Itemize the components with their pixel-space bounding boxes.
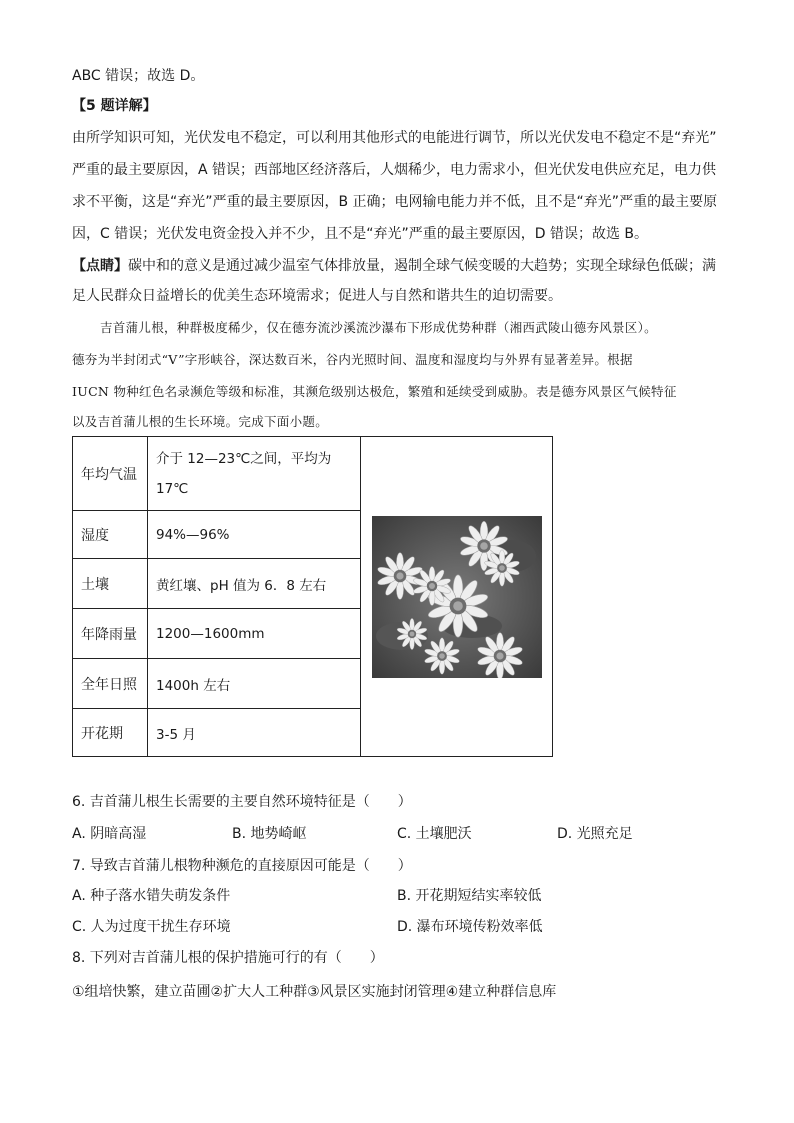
note-label: 【点睛】 xyxy=(72,258,128,274)
row-value: 1400h 左右 xyxy=(148,659,361,709)
row-value: 94%—96% xyxy=(148,511,361,559)
q6-option-c: C. 土壤肥沃 xyxy=(397,826,472,842)
q5-line: 因，C 错误；光伏发电资金投入并不少，且不是“弃光”严重的最主要原因，D 错误；故选 B。 xyxy=(72,226,649,242)
q6-option-d: D. 光照充足 xyxy=(557,826,633,842)
intro-line: IUCN 物种红色名录濒危等级和标准，其濒危级别达极危，繁殖和延续受到威胁。表是德夯风景区气候特征 xyxy=(72,384,677,399)
q7-option-d: D. 瀑布环境传粉效率低 xyxy=(397,919,543,935)
table-row xyxy=(73,437,553,511)
answer-line-abc: ABC 错误；故选 D。 xyxy=(72,68,205,84)
row-value-line: 介于 12—23℃之间，平均为 xyxy=(156,450,332,467)
row-value xyxy=(148,437,361,511)
q8-measures: ①组培快繁，建立苗圃②扩大人工种群③风景区实施封闭管理④建立种群信息库 xyxy=(72,984,557,1000)
q7-option-a: A. 种子落水错失萌发条件 xyxy=(72,888,231,904)
row-label: 开花期 xyxy=(73,709,148,757)
q6-option-b: B. 地势崎岖 xyxy=(232,826,307,842)
intro-line: 以及吉首蒲儿根的生长环境。完成下面小题。 xyxy=(72,414,329,429)
q6-stem: 6. 吉首蒲儿根生长需要的主要自然环境特征是（ ） xyxy=(72,794,412,810)
row-label: 湿度 xyxy=(73,511,148,559)
flower-photo-cell xyxy=(361,437,553,757)
note-line: 足人民群众日益增长的优美生态环境需求；促进人与自然和谐共生的迫切需要。 xyxy=(72,288,562,304)
q5-header: 【5 题详解】 xyxy=(72,98,157,114)
q5-line: 严重的最主要原因，A 错误；西部地区经济落后，人烟稀少，电力需求小，但光伏发电供应充足，电力供 xyxy=(72,162,717,178)
q7-option-b: B. 开花期短结实率较低 xyxy=(397,888,542,904)
q7-stem: 7. 导致吉首蒲儿根物种濒危的直接原因可能是（ ） xyxy=(72,858,412,874)
climate-table xyxy=(72,436,553,757)
q5-line: 求不平衡，这是“弃光”严重的最主要原因，B 正确；电网输电能力并不低，且不是“弃光”严重的最主要原 xyxy=(72,194,718,210)
row-label: 全年日照 xyxy=(73,659,148,709)
intro-line: 德夯为半封闭式“V”字形峡谷，深达数百米，谷内光照时间、温度和湿度均与外界有显著差异。根据 xyxy=(72,352,633,367)
row-value: 黄红壤、pH 值为 6．8 左右 xyxy=(148,559,361,609)
row-label: 土壤 xyxy=(73,559,148,609)
q7-option-c: C. 人为过度干扰生存环境 xyxy=(72,919,231,935)
q6-option-a: A. 阴暗高湿 xyxy=(72,826,147,842)
note-line xyxy=(72,256,716,276)
intro-line: 吉首蒲儿根，种群极度稀少，仅在德夯流沙溪流沙瀑布下形成优势种群（湘西武陵山德夯风景区）。 xyxy=(100,320,657,335)
row-value: 1200—1600mm xyxy=(148,609,361,659)
note-text: 碳中和的意义是通过减少温室气体排放量，遏制全球气候变暖的大趋势；实现全球绿色低碳；满 xyxy=(128,258,716,274)
row-value-line: 17℃ xyxy=(156,480,189,497)
q8-stem: 8. 下列对吉首蒲儿根的保护措施可行的有（ ） xyxy=(72,950,384,966)
q5-line: 由所学知识可知，光伏发电不稳定，可以利用其他形式的电能进行调节，所以光伏发电不稳定不是“弃光” xyxy=(72,130,717,146)
flower-photo-icon xyxy=(372,516,542,678)
row-label: 年均气温 xyxy=(73,437,148,511)
row-value: 3-5 月 xyxy=(148,709,361,757)
row-label: 年降雨量 xyxy=(73,609,148,659)
